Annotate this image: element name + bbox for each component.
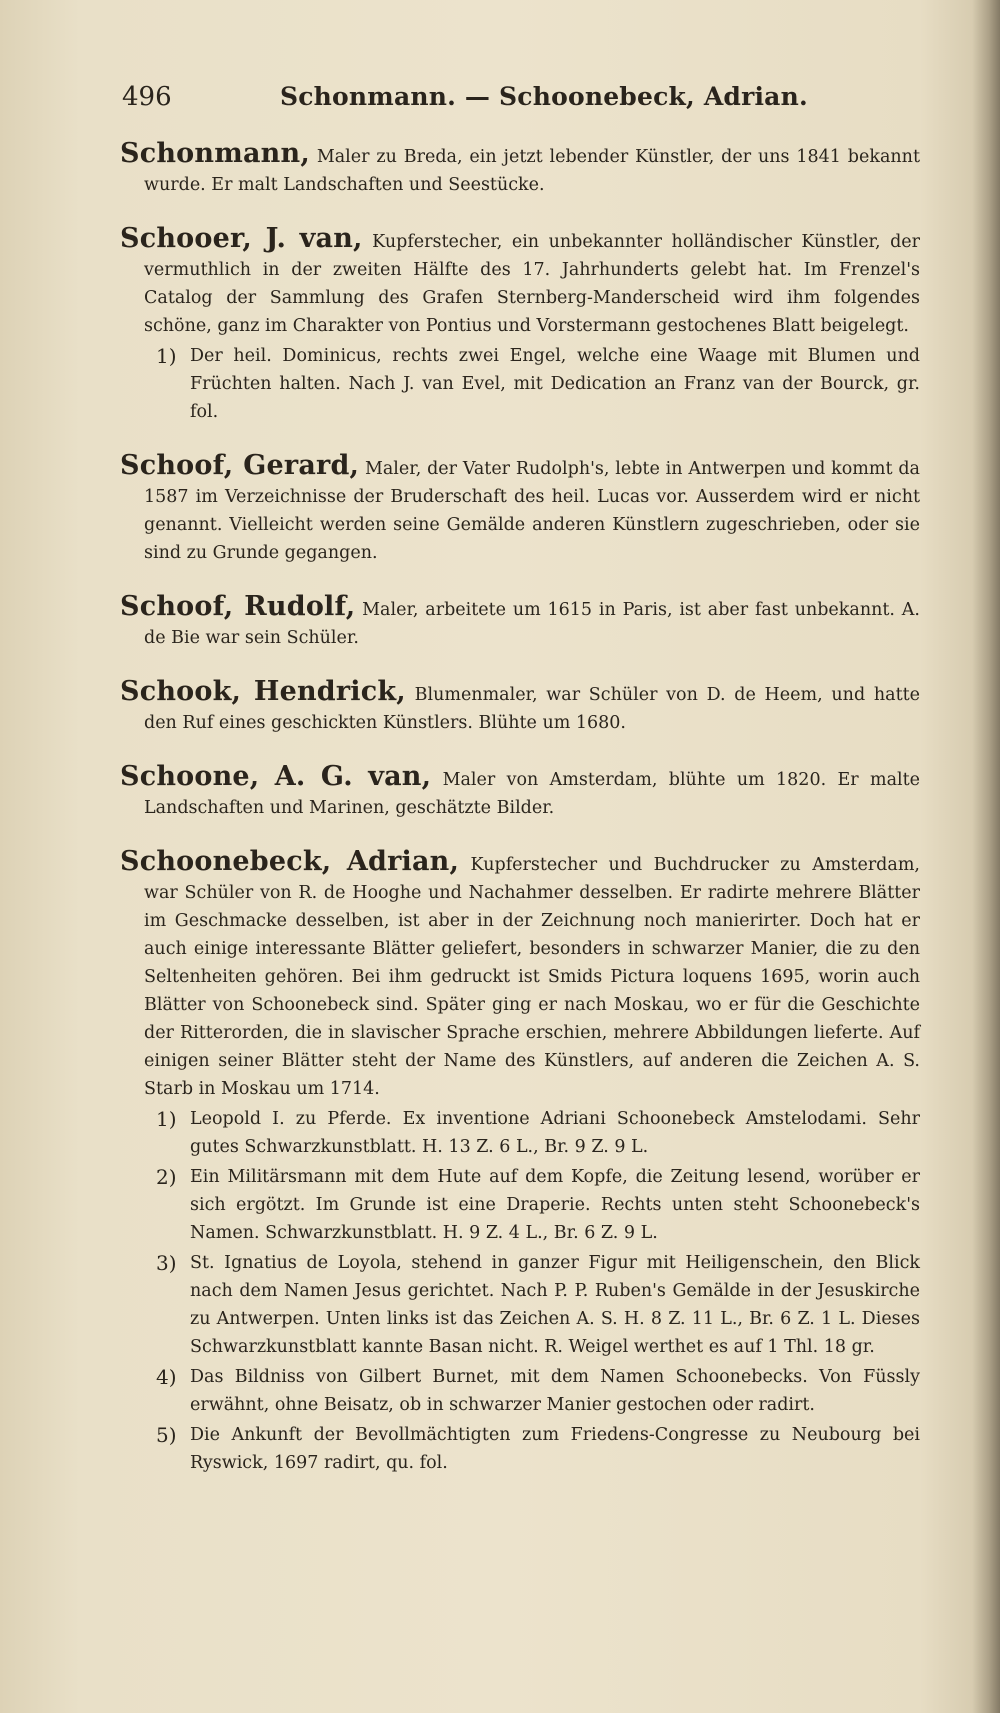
entry-schoof-gerard (120, 452, 920, 567)
entry-paragraph (120, 452, 920, 567)
entry-text: Kupferstecher, ein unbekannter holländischer Künstler, der vermuthlich in der zweiten Hälfte des 17. Jahrhunderts gelebt hat. Im Frenzel's Catalog der Sammlung des Grafen Sternberg-Manderscheid wird ihm folgendes schöne, ganz im Charakter von Pontius und Vorstermann gestochenes Blatt beigelegt. (144, 232, 920, 336)
entry-paragraph (120, 140, 920, 199)
catalog-item (120, 342, 920, 426)
entry-schoof-rudolf (120, 593, 920, 652)
catalog-item (120, 1163, 920, 1247)
page-header (122, 82, 922, 122)
dictionary-entries (120, 140, 920, 1503)
entry-paragraph (120, 763, 920, 822)
catalog-item (120, 1249, 920, 1361)
entry-schook (120, 678, 920, 737)
item-number: 2) (156, 1165, 177, 1189)
page-number: 496 (122, 82, 172, 112)
item-text: Leopold I. zu Pferde. Ex inventione Adriani Schoonebeck Amstelodami. Sehr gutes Schwarzkunstblatt. H. 13 Z. 6 L., Br. 9 Z. 9 L. (190, 1109, 920, 1157)
entry-headword: Schook, Hendrick, (120, 676, 406, 707)
entry-paragraph (120, 593, 920, 652)
book-spine-shadow (972, 0, 1000, 1713)
item-text: Der heil. Dominicus, rechts zwei Engel, welche eine Waage mit Blumen und Früchten halten. Nach J. van Evel, mit Dedication an Franz van der Bourck, gr. fol. (190, 346, 920, 422)
entry-paragraph (120, 848, 920, 1103)
entry-text: Maler zu Breda, ein jetzt lebender Künstler, der uns 1841 bekannt wurde. Er malt Landschaften und Seestücke. (144, 147, 920, 195)
entry-paragraph (120, 678, 920, 737)
item-text: Das Bildniss von Gilbert Burnet, mit dem Namen Schoonebecks. Von Füssly erwähnt, ohne Beisatz, ob in schwarzer Manier gestochen oder radirt. (190, 1367, 920, 1415)
catalog-item (120, 1363, 920, 1419)
catalog-item (120, 1421, 920, 1477)
item-text: Die Ankunft der Bevollmächtigten zum Friedens-Congresse zu Neubourg bei Ryswick, 1697 radirt, qu. fol. (190, 1425, 920, 1473)
entry-text: Maler, der Vater Rudolph's, lebte in Antwerpen und kommt da 1587 im Verzeichnisse der Bruderschaft des heil. Lucas vor. Ausserdem wird er nicht genannt. Vielleicht werden seine Gemälde anderen Künstlern zugeschrieben, oder sie sind zu Grunde gegangen. (144, 459, 920, 563)
item-number: 4) (156, 1365, 177, 1389)
item-number: 1) (156, 1107, 177, 1131)
entry-paragraph (120, 225, 920, 340)
entry-text: Maler von Amsterdam, blühte um 1820. Er malte Landschaften und Marinen, geschätzte Bilder. (144, 770, 920, 818)
entry-headword: Schoof, Rudolf, (120, 591, 356, 622)
running-title: Schonmann. — Schoonebeck, Adrian. (280, 82, 808, 111)
item-number: 5) (156, 1423, 177, 1447)
entry-headword: Schoone, A. G. van, (120, 761, 432, 792)
entry-schoone (120, 763, 920, 822)
entry-headword: Schonmann, (120, 138, 310, 169)
item-number: 1) (156, 344, 177, 368)
entry-schonmann (120, 140, 920, 199)
entry-text: Maler, arbeitete um 1615 in Paris, ist aber fast unbekannt. A. de Bie war sein Schüler. (144, 600, 920, 648)
catalog-item (120, 1105, 920, 1161)
entry-text: Blumenmaler, war Schüler von D. de Heem, und hatte den Ruf eines geschickten Künstlers. Blühte um 1680. (144, 685, 920, 733)
entry-headword: Schooer, J. van, (120, 223, 363, 254)
entry-schooer (120, 225, 920, 426)
item-text: Ein Militärsmann mit dem Hute auf dem Kopfe, die Zeitung lesend, worüber er sich ergötzt. Im Grunde ist eine Draperie. Rechts unten steht Schoonebeck's Namen. Schwarzkunstblatt. H. 9 Z. 4 L., Br. 6 Z. 9 L. (190, 1167, 920, 1243)
entry-headword: Schoonebeck, Adrian, (120, 846, 460, 877)
entry-headword: Schoof, Gerard, (120, 450, 360, 481)
item-text: St. Ignatius de Loyola, stehend in ganzer Figur mit Heiligenschein, den Blick nach dem Namen Jesus gerichtet. Nach P. P. Ruben's Gemälde in der Jesuskirche zu Antwerpen. Unten links ist das Zeichen A. S. H. 8 Z. 11 L., Br. 6 Z. 1 L. Dieses Schwarzkunstblatt kannte Basan nicht. R. Weigel werthet es auf 1 Thl. 18 gr. (190, 1253, 920, 1357)
entry-text: Kupferstecher und Buchdrucker zu Amsterdam, war Schüler von R. de Hooghe und Nachahmer desselben. Er radirte mehrere Blätter im Geschmacke desselben, ist aber in der Zeichnung noch manierirter. Doch hat er auch einige interessante Blätter geliefert, besonders in schwarzer Manier, die zu den Seltenheiten gehören. Bei ihm gedruckt ist Smids Pictura loquens 1695, worin auch Blätter von Schoonebeck sind. Später ging er nach Moskau, wo er für die Geschichte der Ritterorden, die in slavischer Sprache erschien, mehrere Abbildungen lieferte. Auf einigen seiner Blätter steht der Name des Künstlers, auf anderen die Zeichen A. S. Starb in Moskau um 1714. (144, 855, 920, 1099)
entry-schoonebeck (120, 848, 920, 1477)
item-number: 3) (156, 1251, 177, 1275)
